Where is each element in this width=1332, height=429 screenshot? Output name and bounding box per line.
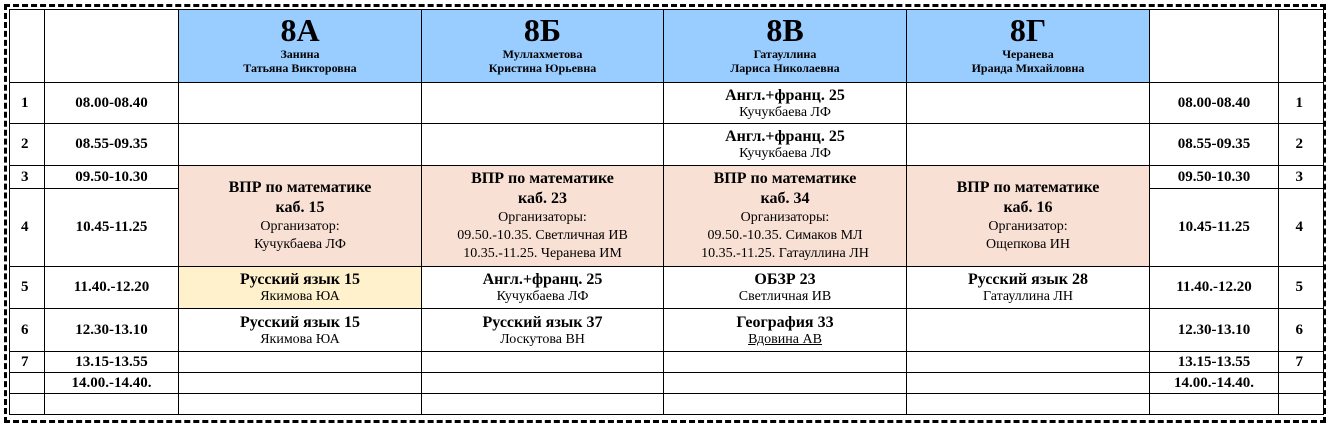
lesson-time: 14.00.-14.40. bbox=[45, 373, 179, 394]
schedule-table bbox=[9, 9, 1324, 415]
class-teacher-surname: Черанева bbox=[1002, 46, 1054, 61]
lesson-subject: География 33 bbox=[736, 313, 834, 331]
class-teacher-name: Кристина Юрьевна bbox=[488, 60, 597, 75]
lesson-number: 1 bbox=[10, 83, 45, 124]
vpr-organizer-label: Организаторы: bbox=[498, 210, 587, 225]
cell-8v-8 bbox=[664, 373, 907, 394]
lesson-teacher: Кучукбаева ЛФ bbox=[739, 104, 831, 120]
cell-8b-2 bbox=[422, 124, 664, 166]
vpr-organizer-label: Организатор: bbox=[988, 219, 1068, 234]
vpr-cell-8v bbox=[664, 166, 907, 267]
lesson-subject: Русский язык 15 bbox=[240, 271, 360, 288]
empty-cell bbox=[907, 394, 1150, 415]
cell-8a-6 bbox=[179, 309, 422, 352]
cell-8b-5 bbox=[422, 267, 664, 309]
lesson-number: 4 bbox=[10, 189, 45, 267]
vpr-room: каб. 15 bbox=[275, 199, 325, 216]
lesson-time-right: 09.50-10.30 bbox=[1150, 166, 1279, 189]
class-header-8g bbox=[907, 10, 1150, 83]
lesson-subject: Англ.+франц. 25 bbox=[725, 86, 845, 104]
lesson-number: 2 bbox=[10, 124, 45, 166]
lesson-row-1 bbox=[10, 83, 1324, 124]
vpr-organizer: Ощепкова ИН bbox=[985, 237, 1071, 252]
lesson-number: 7 bbox=[10, 352, 45, 373]
class-header-8v bbox=[664, 10, 907, 83]
vpr-organizer: 10.35.-11.25. Гатауллина ЛН bbox=[701, 246, 869, 261]
class-name: 8В bbox=[766, 11, 804, 48]
class-header-8a bbox=[179, 10, 422, 83]
cell-8g-5 bbox=[907, 267, 1150, 309]
lesson-number-right: 7 bbox=[1279, 352, 1324, 373]
cell-8a-5 bbox=[179, 267, 422, 309]
empty-cell bbox=[1150, 394, 1279, 415]
cell-8b-6 bbox=[422, 309, 664, 352]
vpr-organizer-label: Организаторы: bbox=[740, 210, 830, 225]
header-corner-right bbox=[1279, 10, 1324, 83]
class-teacher-name: Татьяна Викторовна bbox=[243, 60, 357, 75]
class-name: 8А bbox=[280, 11, 320, 48]
class-teacher-surname: Муллахметова bbox=[502, 46, 583, 61]
lesson-time: 10.45-11.25 bbox=[45, 189, 179, 267]
lesson-number-right bbox=[1279, 373, 1324, 394]
lesson-number-right: 2 bbox=[1279, 124, 1324, 166]
lesson-number-right: 4 bbox=[1279, 189, 1324, 267]
lesson-row-2 bbox=[10, 124, 1324, 166]
vpr-organizer-label: Организатор: bbox=[260, 219, 340, 234]
lesson-teacher: Якимова ЮА bbox=[260, 289, 340, 304]
vpr-cell-8g bbox=[907, 166, 1150, 267]
cell-8b-8 bbox=[422, 373, 664, 394]
class-teacher-name: Ираида Михайловна bbox=[971, 60, 1085, 75]
class-name: 8Г bbox=[1009, 11, 1047, 48]
vpr-cell-8b bbox=[422, 166, 664, 267]
class-teacher-name: Лариса Николаевна bbox=[730, 60, 840, 75]
lesson-subject: Англ.+франц. 25 bbox=[482, 271, 603, 288]
lesson-row-3 bbox=[10, 166, 1324, 189]
lesson-subject: ОБЗР 23 bbox=[754, 271, 816, 288]
vpr-title: ВПР по математике bbox=[228, 179, 372, 196]
lesson-time: 08.00-08.40 bbox=[45, 83, 179, 124]
lesson-teacher: Вдовина АВ bbox=[748, 331, 822, 347]
lesson-time-right: 08.00-08.40 bbox=[1150, 83, 1279, 124]
lesson-time-right: 12.30-13.10 bbox=[1150, 309, 1279, 352]
lesson-time: 08.55-09.35 bbox=[45, 124, 179, 166]
cell-8v-2 bbox=[664, 124, 907, 166]
cell-8v-7 bbox=[664, 352, 907, 373]
lesson-subject: Русский язык 28 bbox=[968, 271, 1088, 288]
lesson-number-right: 6 bbox=[1279, 309, 1324, 352]
lesson-row-7 bbox=[10, 352, 1324, 373]
cell-8b-7 bbox=[422, 352, 664, 373]
vpr-room: каб. 16 bbox=[1003, 199, 1053, 216]
empty-row bbox=[10, 394, 1324, 415]
lesson-subject: Русский язык 37 bbox=[482, 313, 603, 331]
lesson-time: 09.50-10.30 bbox=[45, 166, 179, 189]
lesson-subject: Англ.+франц. 25 bbox=[725, 128, 845, 145]
lesson-time-right: 11.40.-12.20 bbox=[1150, 267, 1279, 309]
lesson-row-8 bbox=[10, 373, 1324, 394]
lesson-number-right: 3 bbox=[1279, 166, 1324, 189]
lesson-teacher: Светличная ИВ bbox=[738, 289, 832, 304]
header-corner-left bbox=[10, 10, 45, 83]
cell-8g-6 bbox=[907, 309, 1150, 352]
cell-8g-8 bbox=[907, 373, 1150, 394]
lesson-number bbox=[10, 373, 45, 394]
lesson-time-right: 14.00.-14.40. bbox=[1150, 373, 1279, 394]
cell-8a-8 bbox=[179, 373, 422, 394]
empty-cell bbox=[422, 394, 664, 415]
class-name: 8Б bbox=[523, 11, 562, 48]
cell-8a-7 bbox=[179, 352, 422, 373]
lesson-time: 11.40.-12.20 bbox=[45, 267, 179, 309]
cell-8v-1 bbox=[664, 83, 907, 124]
vpr-cell-8a bbox=[179, 166, 422, 267]
empty-cell bbox=[664, 394, 907, 415]
cell-8g-1 bbox=[907, 83, 1150, 124]
lesson-time-right: 13.15-13.55 bbox=[1150, 352, 1279, 373]
lesson-teacher: Кучукбаева ЛФ bbox=[739, 146, 831, 161]
lesson-teacher: Якимова ЮА bbox=[260, 331, 340, 347]
class-teacher-surname: Гатауллина bbox=[753, 46, 817, 61]
lesson-teacher: Кучукбаева ЛФ bbox=[496, 289, 589, 304]
vpr-title: ВПР по математике bbox=[956, 179, 1100, 196]
lesson-subject: Русский язык 15 bbox=[240, 313, 360, 331]
vpr-organizer: 10.35.-11.25. Черанева ИМ bbox=[463, 246, 622, 261]
cell-8g-7 bbox=[907, 352, 1150, 373]
lesson-number: 6 bbox=[10, 309, 45, 352]
vpr-room: каб. 23 bbox=[518, 190, 567, 207]
vpr-organizer: 09.50.-10.35. Светличная ИВ bbox=[457, 228, 628, 243]
vpr-room: каб. 34 bbox=[760, 190, 810, 207]
lesson-number: 3 bbox=[10, 166, 45, 189]
lesson-time: 12.30-13.10 bbox=[45, 309, 179, 352]
header-time-right bbox=[1150, 10, 1279, 83]
lesson-time-right: 08.55-09.35 bbox=[1150, 124, 1279, 166]
vpr-organizer: Кучукбаева ЛФ bbox=[254, 237, 346, 252]
header-time-left bbox=[45, 10, 179, 83]
lesson-time-right: 10.45-11.25 bbox=[1150, 189, 1279, 267]
lesson-row-5 bbox=[10, 267, 1324, 309]
header-row bbox=[10, 10, 1324, 83]
lesson-time: 13.15-13.55 bbox=[45, 352, 179, 373]
class-header-8b bbox=[422, 10, 664, 83]
lesson-number: 5 bbox=[10, 267, 45, 309]
lesson-row-6 bbox=[10, 309, 1324, 352]
lesson-teacher: Гатауллина ЛН bbox=[982, 289, 1074, 304]
class-teacher-surname: Занина bbox=[280, 46, 320, 61]
cell-8g-2 bbox=[907, 124, 1150, 166]
cell-8v-6 bbox=[664, 309, 907, 352]
vpr-title: ВПР по математике bbox=[713, 170, 857, 187]
lesson-number-right: 5 bbox=[1279, 267, 1324, 309]
lesson-number-right: 1 bbox=[1279, 83, 1324, 124]
empty-cell bbox=[179, 394, 422, 415]
cell-8a-1 bbox=[179, 83, 422, 124]
empty-cell bbox=[45, 394, 179, 415]
empty-cell bbox=[10, 394, 45, 415]
cell-8v-5 bbox=[664, 267, 907, 309]
cell-8a-2 bbox=[179, 124, 422, 166]
vpr-title: ВПР по математике bbox=[471, 170, 614, 187]
empty-cell bbox=[1279, 394, 1324, 415]
vpr-organizer: 09.50.-10.35. Симаков МЛ bbox=[707, 228, 863, 243]
lesson-teacher: Лоскутова ВН bbox=[500, 331, 585, 347]
cell-8b-1 bbox=[422, 83, 664, 124]
